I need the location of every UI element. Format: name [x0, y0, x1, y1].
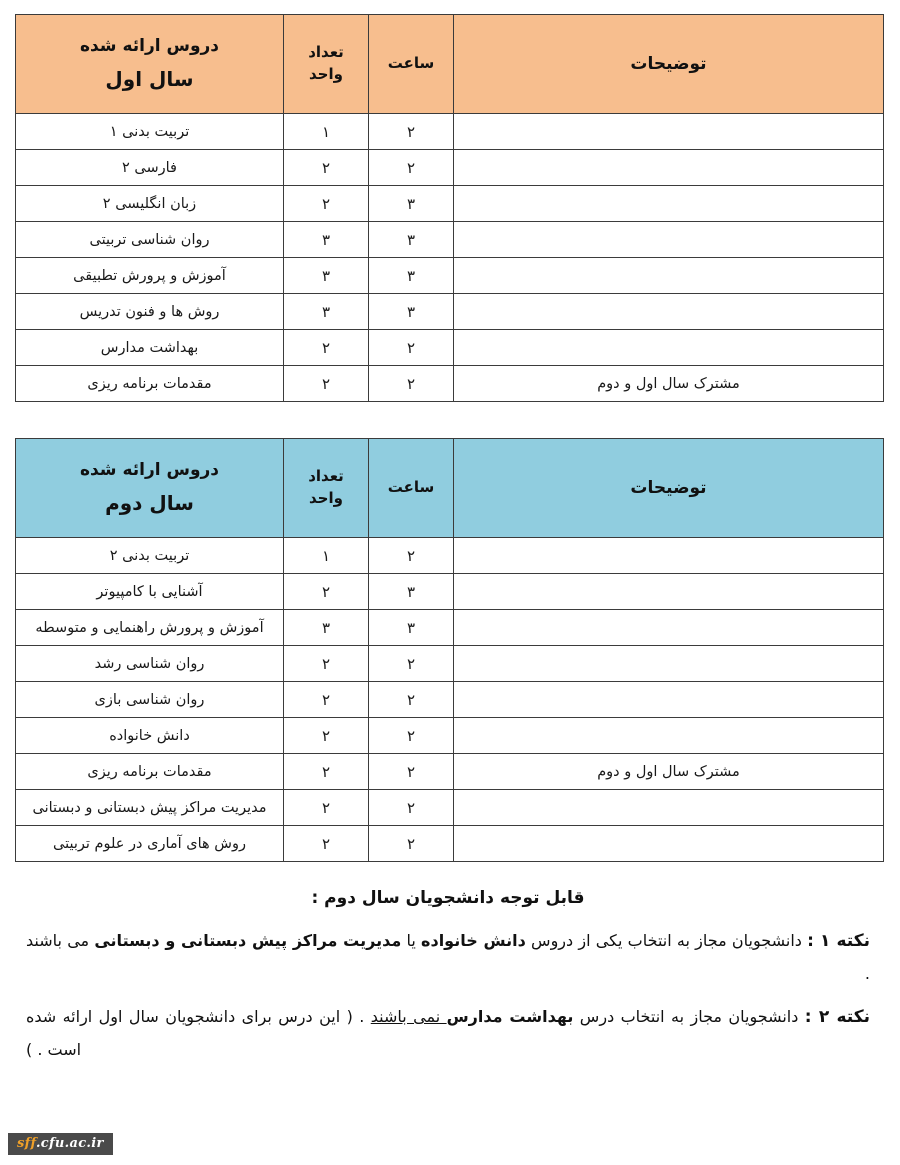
- cell-units: ۲: [284, 646, 369, 682]
- header-units-line1: تعداد: [308, 43, 344, 62]
- cell-units: ۱: [284, 538, 369, 574]
- note-2-negation: نمی باشند: [370, 1007, 447, 1026]
- header-hours: ساعت: [369, 439, 454, 538]
- second-year-table-body: [16, 538, 884, 862]
- cell-hours: ۳: [369, 222, 454, 258]
- cell-notes: [454, 222, 884, 258]
- cell-course: روان شناسی تربیتی: [16, 222, 284, 258]
- cell-units: ۲: [284, 754, 369, 790]
- cell-notes: [454, 646, 884, 682]
- cell-notes: [454, 682, 884, 718]
- cell-hours: ۳: [369, 294, 454, 330]
- note-2: [26, 1000, 870, 1066]
- site-watermark: [8, 1133, 113, 1155]
- table-row: [16, 538, 884, 574]
- cell-notes: مشترک سال اول و دوم: [454, 754, 884, 790]
- notes-heading: قابل توجه دانشجویان سال دوم :: [311, 888, 585, 908]
- cell-course: زبان انگلیسی ۲: [16, 186, 284, 222]
- note-1-text-part3: می باشند .: [26, 931, 870, 983]
- cell-units: ۳: [284, 294, 369, 330]
- cell-hours: ۳: [369, 258, 454, 294]
- cell-units: ۲: [284, 682, 369, 718]
- cell-course: فارسی ۲: [16, 150, 284, 186]
- cell-units: ۲: [284, 574, 369, 610]
- cell-course: مقدمات برنامه ریزی: [16, 366, 284, 402]
- table-row: [16, 258, 884, 294]
- cell-course: روان شناسی بازی: [16, 682, 284, 718]
- first-year-table-body: [16, 114, 884, 402]
- cell-hours: ۲: [369, 646, 454, 682]
- cell-hours: ۲: [369, 718, 454, 754]
- header-units: [284, 439, 369, 538]
- header-units: [284, 15, 369, 114]
- cell-hours: ۲: [369, 826, 454, 862]
- cell-units: ۲: [284, 718, 369, 754]
- table-row: [16, 150, 884, 186]
- note-1-text-part1: دانشجویان مجاز به انتخاب یکی از دروس: [525, 931, 808, 950]
- note-1-label: نکته ۱ :: [807, 931, 870, 951]
- cell-course: بهداشت مدارس: [16, 330, 284, 366]
- cell-hours: ۲: [369, 682, 454, 718]
- cell-course: روش ها و فنون تدریس: [16, 294, 284, 330]
- cell-hours: ۲: [369, 538, 454, 574]
- cell-course: دانش خانواده: [16, 718, 284, 754]
- cell-hours: ۲: [369, 150, 454, 186]
- table-row: [16, 646, 884, 682]
- cell-course: آموزش و پرورش تطبیقی: [16, 258, 284, 294]
- cell-course: آشنایی با کامپیوتر: [16, 574, 284, 610]
- cell-units: ۱: [284, 114, 369, 150]
- table-row: [16, 682, 884, 718]
- cell-notes: مشترک سال اول و دوم: [454, 366, 884, 402]
- table-row: [16, 186, 884, 222]
- table-row: [16, 574, 884, 610]
- cell-course: تربیت بدنی ۲: [16, 538, 284, 574]
- table-row: [16, 718, 884, 754]
- note-1-course-2: مدیریت مراکز پیش دبستانی و دبستانی: [94, 931, 402, 950]
- cell-notes: [454, 186, 884, 222]
- cell-course: آموزش و پرورش راهنمایی و متوسطه: [16, 610, 284, 646]
- cell-units: ۳: [284, 610, 369, 646]
- table-row: [16, 222, 884, 258]
- watermark-suffix: .cfu.ac.ir: [35, 1136, 104, 1151]
- cell-notes: [454, 294, 884, 330]
- cell-course: مدیریت مراکز پیش دبستانی و دبستانی: [16, 790, 284, 826]
- table-row: [16, 754, 884, 790]
- header-units-line2: واحد: [309, 489, 343, 507]
- cell-hours: ۲: [369, 114, 454, 150]
- header-course-title: دروس ارائه شده: [79, 36, 220, 57]
- header-notes: توضیحات: [454, 439, 884, 538]
- note-1: [26, 924, 870, 990]
- cell-notes: [454, 826, 884, 862]
- cell-notes: [454, 610, 884, 646]
- table-row: [16, 330, 884, 366]
- cell-hours: ۲: [369, 790, 454, 826]
- cell-notes: [454, 790, 884, 826]
- table-row: [16, 610, 884, 646]
- table-row: [16, 294, 884, 330]
- header-course-year-label: سال دوم: [105, 490, 194, 515]
- cell-units: ۲: [284, 366, 369, 402]
- table-spacer: [16, 402, 884, 438]
- cell-hours: ۲: [369, 754, 454, 790]
- cell-hours: ۲: [369, 330, 454, 366]
- header-course-year: [16, 15, 284, 114]
- cell-hours: ۲: [369, 366, 454, 402]
- note-2-text-part1: دانشجویان مجاز به انتخاب درس: [573, 1007, 805, 1026]
- cell-units: ۲: [284, 826, 369, 862]
- table-row: [16, 366, 884, 402]
- cell-hours: ۳: [369, 574, 454, 610]
- cell-units: ۲: [284, 790, 369, 826]
- cell-hours: ۳: [369, 186, 454, 222]
- cell-units: ۲: [284, 330, 369, 366]
- cell-notes: [454, 574, 884, 610]
- cell-notes: [454, 258, 884, 294]
- cell-notes: [454, 538, 884, 574]
- cell-units: ۲: [284, 186, 369, 222]
- note-2-course-1: بهداشت مدارس: [446, 1007, 574, 1026]
- note-1-text-part2: یا: [401, 931, 422, 950]
- notes-section: [16, 888, 884, 1066]
- table-row: [16, 790, 884, 826]
- second-year-course-table: [15, 438, 884, 862]
- cell-hours: ۳: [369, 610, 454, 646]
- header-course-year: [16, 439, 284, 538]
- watermark-prefix: sff: [17, 1136, 36, 1151]
- cell-units: ۳: [284, 258, 369, 294]
- cell-course: مقدمات برنامه ریزی: [16, 754, 284, 790]
- header-units-line1: تعداد: [308, 467, 344, 486]
- cell-course: تربیت بدنی ۱: [16, 114, 284, 150]
- header-notes: توضیحات: [454, 15, 884, 114]
- cell-units: ۲: [284, 150, 369, 186]
- note-2-label: نکته ۲ :: [804, 1007, 871, 1027]
- header-units-line2: واحد: [309, 65, 343, 83]
- cell-units: ۳: [284, 222, 369, 258]
- table-row: [16, 826, 884, 862]
- note-1-course-1: دانش خانواده: [421, 931, 526, 950]
- cell-notes: [454, 114, 884, 150]
- cell-course: روش های آماری در علوم تربیتی: [16, 826, 284, 862]
- cell-course: روان شناسی رشد: [16, 646, 284, 682]
- cell-notes: [454, 150, 884, 186]
- header-hours: ساعت: [369, 15, 454, 114]
- header-course-year-label: سال اول: [105, 66, 194, 91]
- table-header-row: [16, 439, 884, 538]
- header-course-title: دروس ارائه شده: [79, 460, 220, 481]
- cell-notes: [454, 718, 884, 754]
- cell-notes: [454, 330, 884, 366]
- table-header-row: [16, 15, 884, 114]
- table-row: [16, 114, 884, 150]
- first-year-course-table: [15, 14, 884, 402]
- note-2-text-part2: . ( این درس برای دانشجویان سال اول ارائه شده است . ): [26, 1007, 371, 1059]
